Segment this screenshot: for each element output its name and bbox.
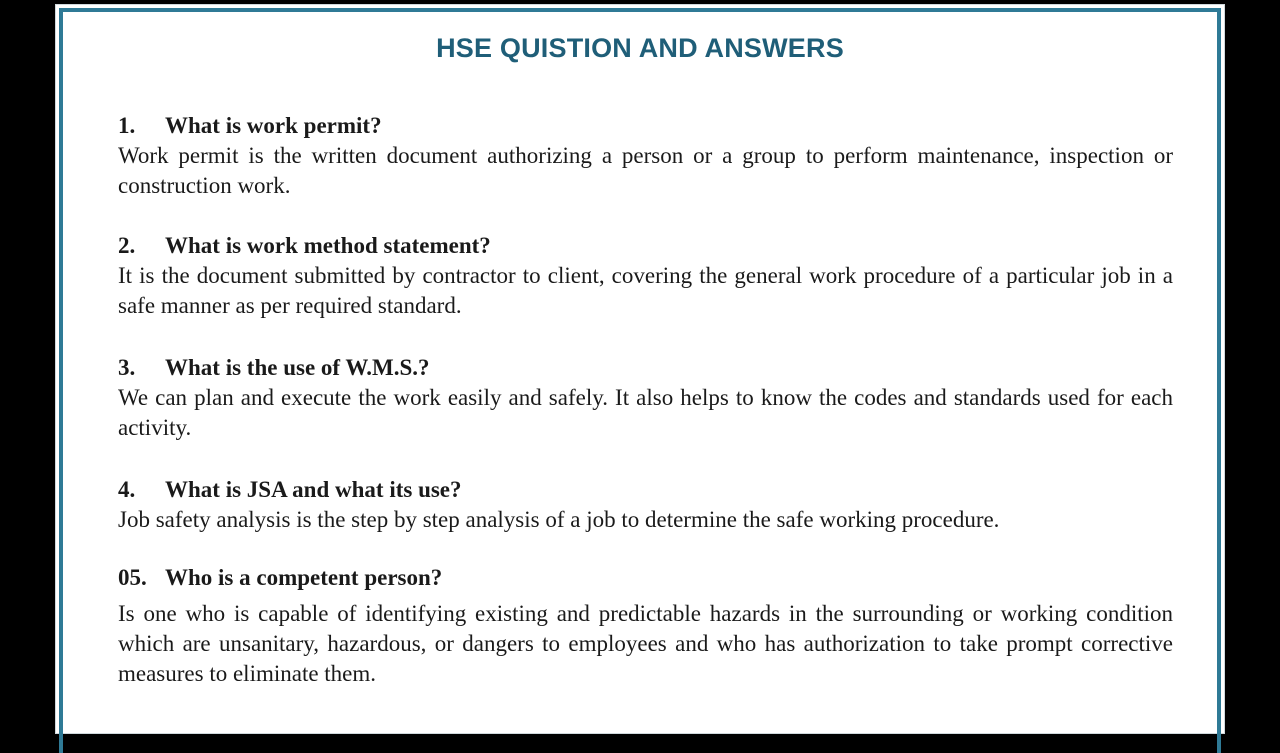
document-page [55, 4, 1225, 734]
question [118, 111, 1173, 141]
answer-text: We can plan and execute the work easily and safely. It also helps to know the codes and standards used for each activity. [118, 385, 1173, 440]
question-text: What is work method statement? [165, 233, 491, 258]
answer-text: Is one who is capable of identifying existing and predictable hazards in the surrounding or working condition which are unsanitary, hazardous, or dangers to employees and who has authorization to take prompt corrective measures to eliminate them. [118, 601, 1173, 686]
question-text: What is JSA and what its use? [165, 477, 462, 502]
document-title: HSE QUISTION AND ANSWERS [436, 33, 844, 63]
qa-list [118, 111, 1173, 689]
question [118, 231, 1173, 261]
qa-item [118, 111, 1173, 201]
question [118, 563, 1173, 593]
qa-item [118, 231, 1173, 321]
answer-text: It is the document submitted by contractor to client, covering the general work procedure of a particular job in a safe manner as per required standard. [118, 263, 1173, 318]
question-number: 2. [118, 233, 136, 258]
question-text: What is work permit? [165, 113, 382, 138]
question [118, 353, 1173, 383]
question-text: What is the use of W.M.S.? [165, 355, 430, 380]
question-text: Who is a competent person? [165, 565, 443, 590]
question [118, 475, 1173, 505]
qa-item [118, 563, 1173, 689]
qa-item [118, 353, 1173, 443]
question-number: 3. [118, 355, 136, 380]
qa-item [118, 475, 1173, 535]
question-number: 05. [118, 565, 147, 590]
question-number: 1. [118, 113, 136, 138]
answer-text: Job safety analysis is the step by step analysis of a job to determine the safe working procedure. [118, 507, 1000, 532]
question-number: 4. [118, 477, 136, 502]
answer-text: Work permit is the written document authorizing a person or a group to perform maintenance, inspection or construction work. [118, 143, 1173, 198]
